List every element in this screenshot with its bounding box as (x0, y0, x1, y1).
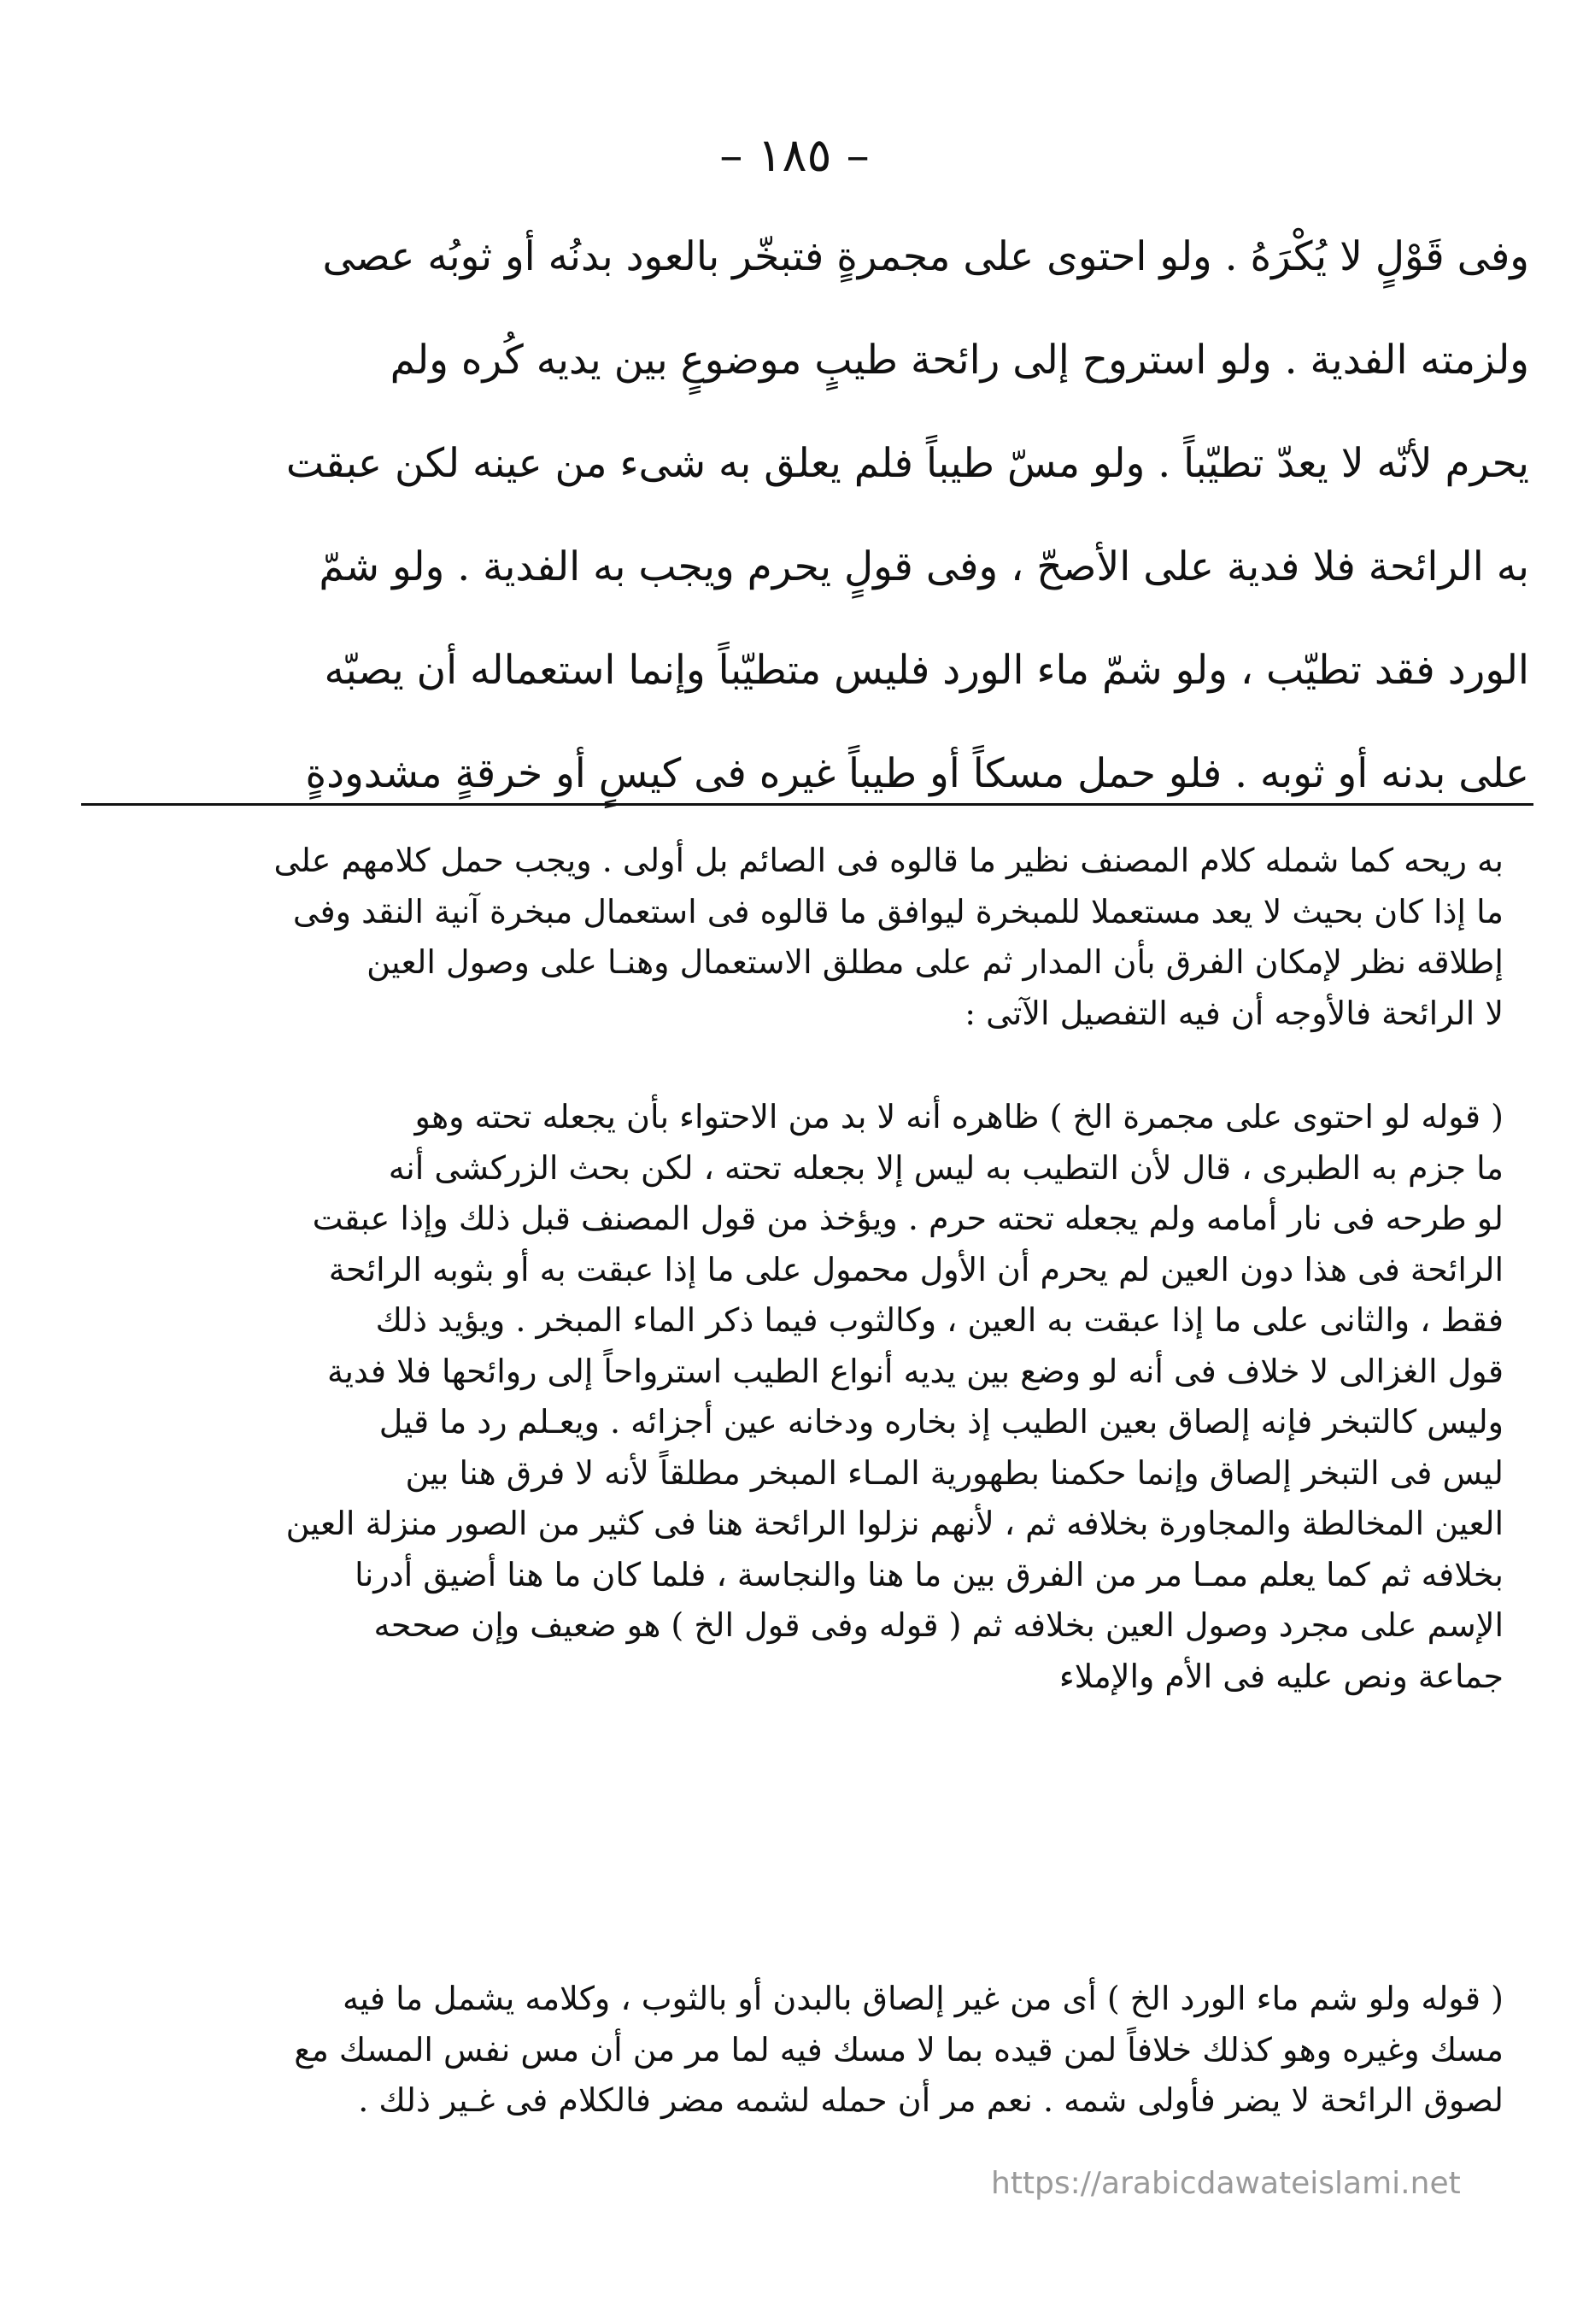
main-text-line: الورد فقد تطيّب ، ولو شمّ ماء الورد فليس متطيّباً وإنما استعماله أن يصبّه (324, 647, 1529, 694)
commentary-line: لو طرحه فى نار أمامه ولم يجعله تحته حرم . ويؤخذ من قول المصنف قبل ذلك وإذا عبقت (312, 1200, 1504, 1237)
commentary-line: لصوق الرائحة لا يضر فأولى شمه . نعم مر أن حمله لشمه مضر فالكلام فى غـير ذلك . (358, 2081, 1504, 2119)
commentary-line: مسك وغيره وهو كذلك خلافاً لمن قيده بما لا مسك فيه لما مر من أن مس نفس المسك مع (294, 2030, 1504, 2069)
commentary-line: به ريحه كما شمله كلام المصنف نظير ما قالوه فى الصائم بل أولى . ويجب حمل كلامهم على (273, 842, 1504, 879)
commentary-line: الإسم على مجرد وصول العين بخلافه ثم ( قوله وفى قول الخ ) هو ضعيف وإن صححه (373, 1606, 1504, 1644)
main-text (77, 205, 1529, 825)
main-text-line: ولزمته الفدية . ولو استروح إلى رائحة طيبٍ موضوعٍ بين يديه كُره ولم (390, 337, 1529, 384)
main-text-line: على بدنه أو ثوبه . فلو حمل مسكاً أو طيباً غيره فى كيسٍ أو خرقةٍ مشدودةٍ (305, 750, 1529, 797)
commentary-line: ليس فى التبخر إلصاق وإنما حكمنا بطهورية المـاء المبخر مطلقاً لأنه لا فرق هنا بين (405, 1453, 1504, 1492)
watermark-url: https://arabicdawateislami.net (991, 2166, 1461, 2201)
commentary-line: قول الغزالى لا خلاف فى أنه لو وضع بين يديه أنواع الطيب استرواحاً إلى روائحها فلا فدية (326, 1352, 1504, 1390)
commentary-line: ما إذا كان بحيث لا يعد مستعملا للمبخرة ليوافق ما قالوه فى استعمال مبخرة آنية النقد وفى (292, 892, 1504, 930)
commentary-line: وليس كالتبخر فإنه إلصاق بعين الطيب إذ بخاره ودخانه عين أجزائه . ويعـلم رد ما قيل (378, 1403, 1504, 1441)
separator-rule (81, 803, 1533, 806)
main-text-line: يحرم لأنّه لا يعدّ تطيّباً . ولو مسّ طيباً فلم يعلق به شىء من عينه لكن عبقت (285, 440, 1529, 487)
commentary-line: ما جزم به الطبرى ، قال لأن التطيب به ليس إلا بجعله تحته ، لكن بحث الزركشى أنه (388, 1148, 1504, 1187)
commentary-line: ( قوله لو احتوى على مجمرة الخ ) ظاهره أنه لا بد من الاحتواء بأن يجعله تحته وهو (414, 1098, 1504, 1136)
commentary-line: الرائحة فى هذا دون العين لم يحرم أن الأول محمول على ما إذا عبقت به أو بثوبه الرائحة (328, 1250, 1504, 1288)
commentary-line: فقط ، والثانى على ما إذا عبقت به العين ، وكالثوب فيما ذكر الماء المبخر . ويؤيد ذلك (375, 1301, 1504, 1339)
page-number: – ١٨٥ – (719, 128, 870, 182)
commentary-block-1 (81, 836, 1504, 1039)
commentary-line: بخلافه ثم كما يعلم ممـا مر من الفرق بين ما هنا والنجاسة ، فلما كان ما هنا أضيق أدرنا (355, 1555, 1504, 1593)
commentary-block-2 (81, 1092, 1504, 1702)
commentary-block-3 (81, 1974, 1504, 2127)
main-text-line: به الرائحة فلا فدية على الأصحّ ، وفى قولٍ يحرم ويجب به الفدية . ولو شمّ (319, 543, 1529, 590)
commentary-line: العين المخالطة والمجاورة بخلافه ثم ، لأنهم نزلوا الرائحة هنا فى كثير من الصور منزلة العين (285, 1505, 1504, 1542)
commentary-line: لا الرائحة فالأوجه أن فيه التفصيل الآتى : (965, 994, 1504, 1032)
commentary-line: ( قوله ولو شم ماء الورد الخ ) أى من غير إلصاق بالبدن أو بالثوب ، وكلامه يشمل ما فيه (343, 1980, 1504, 2017)
main-text-line: وفى قَوْلٍ لا يُكْرَهُ . ولو احتوى على مجمرةٍ فتبخّر بالعود بدنُه أو ثوبُه عصى (322, 233, 1529, 280)
commentary-line: إطلاقه نظر لإمكان الفرق بأن المدار ثم على مطلق الاستعمال وهنـا على وصول العين (366, 943, 1504, 981)
commentary-line: جماعة ونص عليه فى الأم والإملاء (1058, 1657, 1504, 1695)
